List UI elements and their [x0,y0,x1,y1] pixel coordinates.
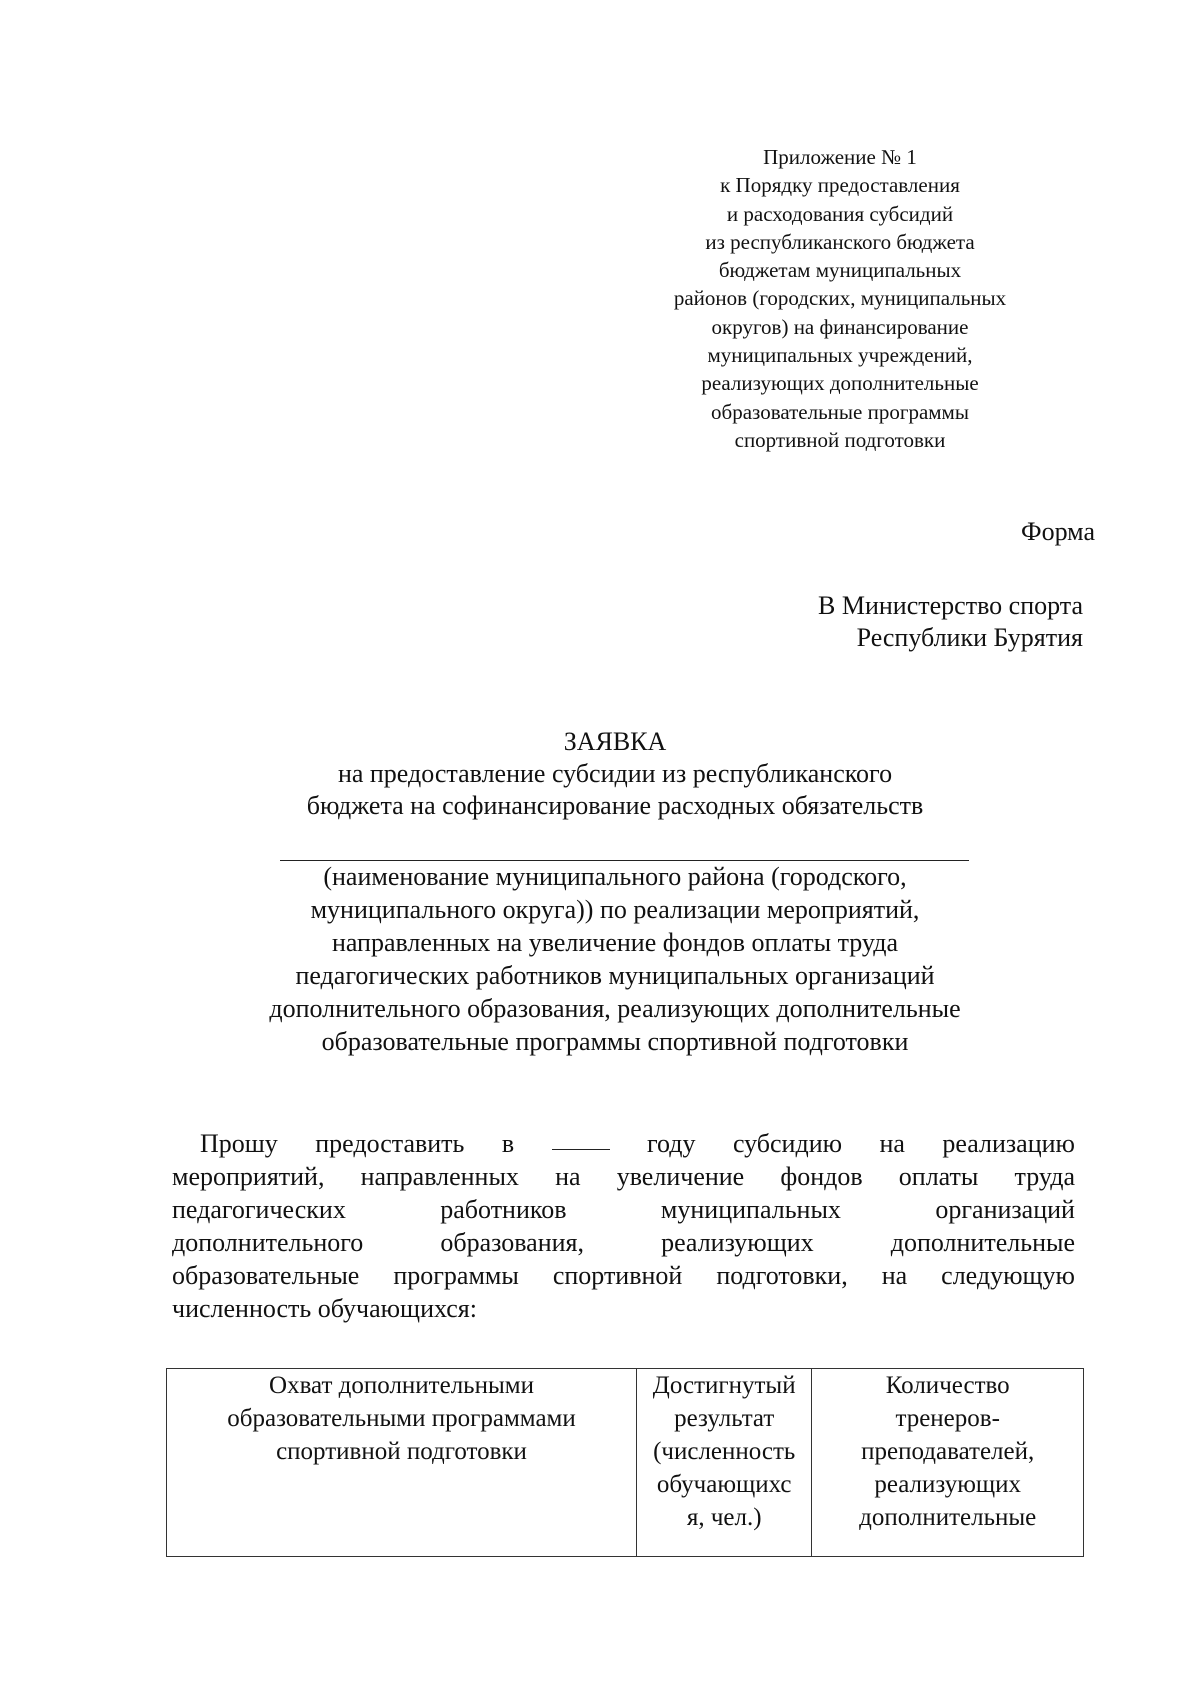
word: подготовки, [716,1261,848,1290]
header-cell-line: Достигнутый [652,1372,796,1399]
word: на [881,1261,908,1290]
word: организаций [935,1195,1075,1224]
word: муниципальных [660,1195,841,1224]
paragraph-line [172,1127,1075,1160]
header-cell-line: преподавателей, [861,1438,1035,1465]
appendix-line: муниципальных учреждений, [707,343,973,368]
caption-line: (наименование муниципального района (городского, [323,862,907,891]
word: дополнительного [172,1228,364,1257]
word: направленных [360,1162,519,1191]
caption-line: дополнительного образования, реализующих дополнительные [269,994,961,1023]
word: субсидию [732,1129,843,1158]
word: труда [1014,1162,1075,1191]
students-table [166,1368,1084,1557]
word: программы [393,1261,519,1290]
paragraph-line: численность обучающихся: [172,1294,477,1323]
appendix-line: реализующих дополнительные [701,371,979,396]
header-cell-line: дополнительные [859,1504,1037,1531]
caption-line: образовательные программы спортивной подготовки [321,1027,909,1056]
word: году [647,1129,696,1158]
appendix-reference [640,143,1040,454]
appendix-line: и расходования субсидий [726,201,954,226]
paragraph-line [172,1193,1075,1226]
word: Прошу [200,1129,278,1158]
paragraph-line [172,1226,1075,1259]
document-title [180,726,1050,822]
caption-line: педагогических работников муниципальных организаций [295,961,935,990]
header-cell-line: (численность [653,1438,796,1465]
header-cell-line: результат [674,1405,775,1432]
form-label: Форма [1021,517,1095,546]
header-cell-coverage [167,1369,637,1557]
word: мероприятий, [172,1162,325,1191]
appendix-line: образовательные программы [711,399,969,424]
word: увеличение [616,1162,745,1191]
word: фондов [780,1162,863,1191]
word: образовательные [172,1261,360,1290]
word: реализацию [942,1129,1075,1158]
word: на [555,1162,581,1191]
word: образования, [440,1228,584,1257]
title-line: бюджета на софинансирование расходных обязательств [306,791,924,820]
header-cell-line: Количество [885,1372,1010,1399]
paragraph-line [172,1160,1075,1193]
word: спортивной [552,1261,683,1290]
title-line: на предоставление субсидии из республиканского [337,759,893,788]
header-cell-line: обучающихс [656,1471,792,1498]
word: дополнительные [890,1228,1075,1257]
word: следующую [941,1261,1075,1290]
appendix-line: округов) на финансирование [711,314,969,339]
appendix-line: из республиканского бюджета [705,229,975,254]
recipient-block [818,590,1083,654]
recipient-line: Республики Бурятия [856,623,1083,652]
recipient-line: В Министерство спорта [818,591,1083,620]
word: оплаты [898,1162,979,1191]
caption-line: муниципального округа)) по реализации мероприятий, [310,895,920,924]
appendix-line: спортивной подготовки [734,427,946,452]
header-cell-trainers [812,1369,1084,1557]
appendix-line: Приложение № 1 [763,145,917,169]
appendix-line: районов (городских, муниципальных [673,286,1007,311]
word: работников [440,1195,567,1224]
header-cell-line: спортивной подготовки [276,1438,527,1465]
paragraph-line [172,1259,1075,1292]
header-cell-line: я, чел.) [686,1504,762,1531]
title-heading: ЗАЯВКА [563,727,667,756]
word: в [501,1129,515,1158]
appendix-line: бюджетам муниципальных [718,258,962,283]
word: на [879,1129,905,1158]
word: реализующих [661,1228,814,1257]
field-caption [180,860,1050,1058]
year-blank-field [552,1127,610,1150]
table-header-row [167,1369,1084,1557]
header-cell-line: Охват дополнительными [269,1372,534,1399]
header-cell-line: реализующих [874,1471,1022,1498]
header-cell-line: тренеров- [895,1405,1000,1432]
word: педагогических [172,1195,346,1224]
appendix-line: к Порядку предоставления [720,173,960,198]
word: предоставить [315,1129,465,1158]
header-cell-line: образовательными программами [227,1405,576,1432]
header-cell-result [637,1369,812,1557]
request-paragraph [172,1127,1075,1325]
caption-line: направленных на увеличение фондов оплаты труда [331,928,899,957]
